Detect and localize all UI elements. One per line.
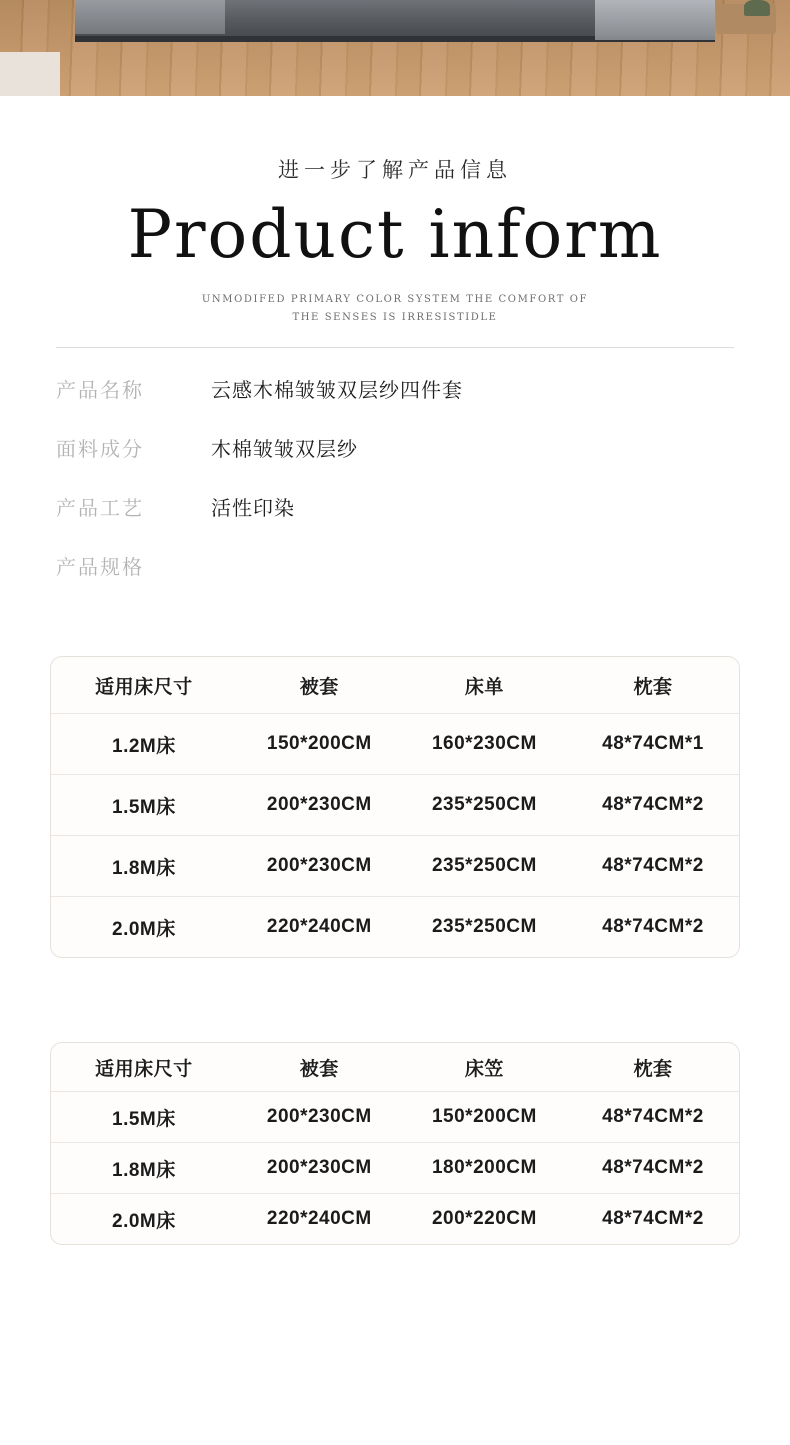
product-photo-band: [0, 0, 790, 96]
spec-label: 产品工艺: [56, 498, 144, 520]
spec-label: 面料成分: [56, 439, 144, 461]
table-cell: 48*74CM*2: [567, 775, 739, 836]
table-cell: 200*230CM: [237, 1143, 402, 1194]
bed-sheet-right: [595, 0, 715, 40]
table-cell: 1.8M床: [51, 836, 237, 897]
table-cell: 48*74CM*2: [567, 836, 739, 897]
spec-list: [56, 374, 734, 610]
size-table-flat-sheet: [50, 656, 740, 958]
table-row: [51, 1194, 739, 1245]
table-cell: 2.0M床: [51, 1194, 237, 1245]
size-table: [51, 1043, 739, 1244]
table-header-cell: 床笠: [464, 1058, 504, 1080]
spec-value: 木棉皱皱双层纱: [211, 439, 358, 461]
spec-row: [56, 492, 734, 551]
table-cell: 48*74CM*2: [567, 897, 739, 958]
spec-row: [56, 374, 734, 433]
table-row: [51, 836, 739, 897]
bed-sheet-left: [75, 0, 225, 34]
spec-row: [56, 433, 734, 492]
table-cell: 150*200CM: [237, 714, 402, 775]
table-cell: 1.5M床: [51, 1092, 237, 1143]
spec-value: 活性印染: [211, 498, 295, 520]
table-cell: 2.0M床: [51, 897, 237, 958]
section-subtitle-line1: UNMODIFED PRIMARY COLOR SYSTEM THE COMFORT OF: [201, 294, 589, 305]
table-cell: 48*74CM*2: [567, 1194, 739, 1245]
table-cell: 200*230CM: [237, 775, 402, 836]
table-cell: 235*250CM: [402, 836, 567, 897]
table-cell: 200*220CM: [402, 1194, 567, 1245]
section-title-en: Product inform: [127, 196, 663, 273]
table-cell: 180*200CM: [402, 1143, 567, 1194]
table-header-cell: 适用床尺寸: [95, 676, 193, 698]
table-cell: 48*74CM*2: [567, 1143, 739, 1194]
table-cell: 235*250CM: [402, 775, 567, 836]
table-row: [51, 1092, 739, 1143]
table-header-cell: 枕套: [633, 676, 673, 698]
header-divider: [56, 347, 734, 348]
table-row: [51, 714, 739, 775]
table-cell: 160*230CM: [402, 714, 567, 775]
plant-icon: [744, 0, 770, 16]
table-cell: 200*230CM: [237, 836, 402, 897]
size-table: [51, 657, 739, 957]
product-info-header: [0, 96, 790, 323]
table-header-row: [51, 1043, 739, 1092]
spec-label: 产品规格: [56, 557, 144, 579]
size-table-fitted-sheet: [50, 1042, 740, 1245]
section-subtitle-line2: THE SENSES IS IRRESISTIDLE: [292, 312, 498, 323]
rug-image: [0, 52, 60, 96]
table-header-cell: 适用床尺寸: [95, 1058, 193, 1080]
table-cell: 48*74CM*2: [567, 1092, 739, 1143]
table-cell: 1.5M床: [51, 775, 237, 836]
table-row: [51, 775, 739, 836]
spec-value: 云感木棉皱皱双层纱四件套: [211, 380, 463, 402]
table-cell: 1.2M床: [51, 714, 237, 775]
table-header-cell: 被套: [299, 1058, 339, 1080]
section-title-cn: 进一步了解产品信息: [278, 159, 512, 182]
table-cell: 235*250CM: [402, 897, 567, 958]
table-cell: 220*240CM: [237, 897, 402, 958]
table-header-cell: 被套: [299, 676, 339, 698]
table-header-row: [51, 657, 739, 714]
table-row: [51, 897, 739, 958]
table-cell: 200*230CM: [237, 1092, 402, 1143]
table-header-cell: 枕套: [633, 1058, 673, 1080]
table-cell: 1.8M床: [51, 1143, 237, 1194]
table-cell: 220*240CM: [237, 1194, 402, 1245]
table-cell: 48*74CM*1: [567, 714, 739, 775]
spec-row: [56, 551, 734, 610]
table-row: [51, 1143, 739, 1194]
spec-label: 产品名称: [56, 380, 144, 402]
table-cell: 150*200CM: [402, 1092, 567, 1143]
table-header-cell: 床单: [464, 676, 504, 698]
